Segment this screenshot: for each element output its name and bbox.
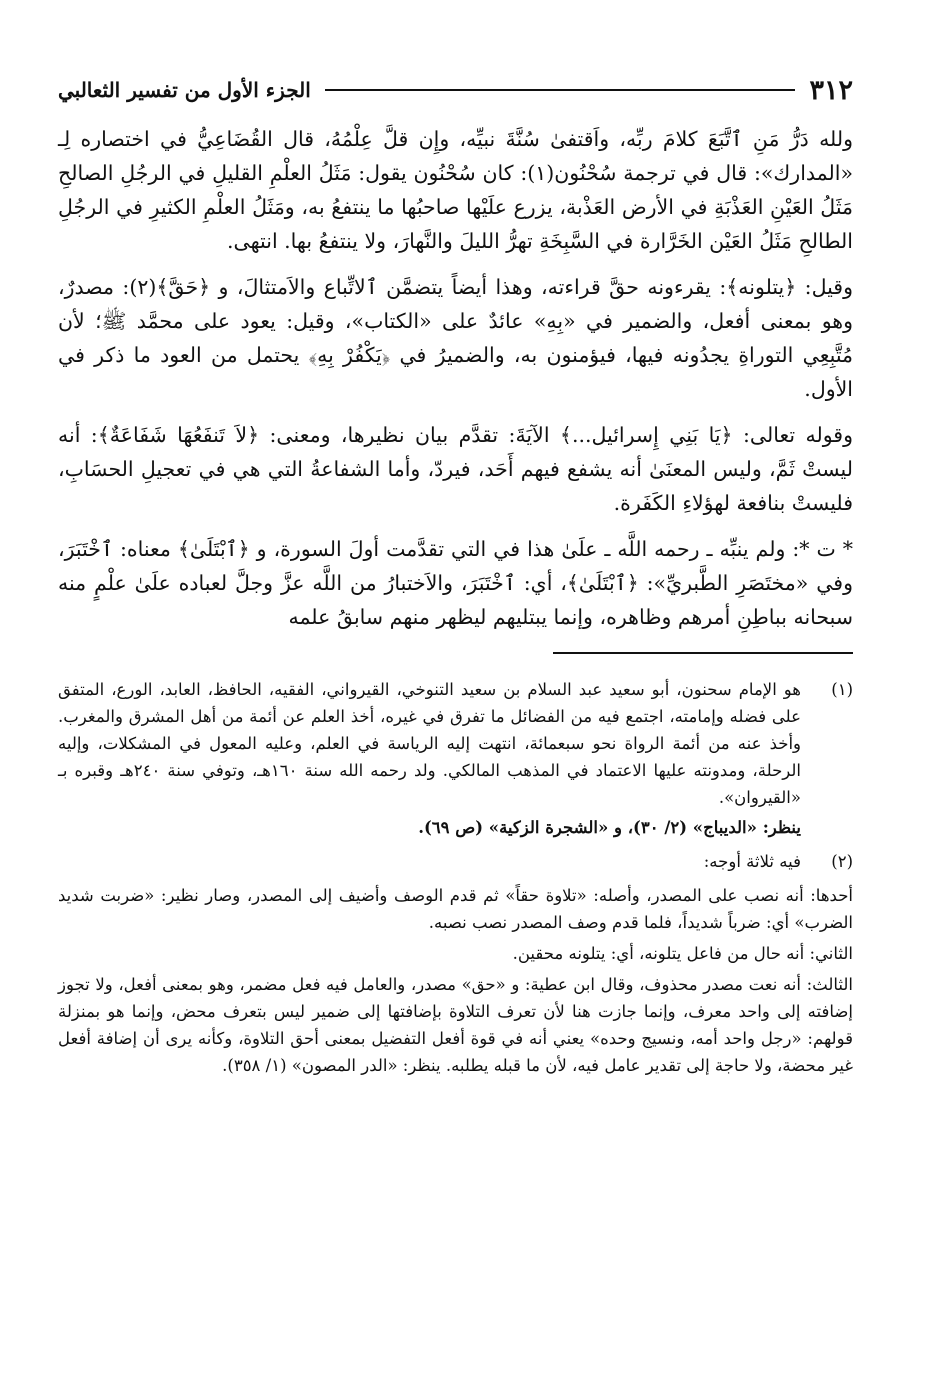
page-number: ٣١٢ (809, 74, 853, 106)
footnote-intro: فيه ثلاثة أوجه: (703, 852, 801, 871)
footnote-separator (553, 652, 853, 654)
running-title: الجزء الأول من تفسير الثعالبي (58, 78, 311, 102)
footnote-source: ينظر: «الديباج» (٢/ ٣٠)، و «الشجرة الزكية» (ص ٦٩). (418, 818, 801, 837)
footnote-1 (58, 676, 853, 844)
footnote-point-second: الثاني: أنه حال من فاعل يتلونه، أي: يتلونه محقين. (512, 944, 853, 963)
footnote-2 (58, 848, 853, 878)
footnotes (58, 676, 853, 1079)
footnote-text: هو الإمام سحنون، أبو سعيد عبد السلام بن سعيد التنوخي، القيرواني، الفقيه، الحافظ، العابد، الورع، المتفق على فضله وإمامته، اجتمع فيه من الفضائل ما تفرق في غيره، أخذ العلم عن أئمة من أهل المشرق والمغرب. وأخذ عنه من أئمة الرواة نحو سبعمائة، انتهت إليه الرياسة في العلم، وعليه المعول في المشكلات، وإليه الرحلة، ومدونته عليها الاعتماد في المذهب المالكي. ولد رحمه الله سنة ١٦٠هـ، وتوفي سنة ٢٤٠هـ وقبره بـ «القيروان». (58, 680, 801, 807)
footnote-point-third: الثالث: أنه نعت مصدر محذوف، وقال ابن عطية: و «حق» مصدر، والعامل فيه فعل مضمر، وهو بمعنى أفعل، ولا تجوز إضافته إلى واحد معرف، وإنما جازت هنا لأن تعرف التلاوة بإضافتها إلى ضمير ليس بتعرف محض، وإنما هو بمنزلة قولهم: «رجل واحد أمه، ونسيج وحده» يعني أنه في قوة أفعل التفضيل بمعنى أحق التلاوة، وكأنه يرى أن إضافة أفعل غير محضة، ولا حاجة إلى تقدير عامل فيه، لأن ما قبله يطلبه. ينظر: «الدر المصون» (١/ ٣٥٨). (58, 975, 853, 1075)
footnote-number: (٢) (831, 852, 853, 871)
paragraph: * ت *: ولم ينبِّه ـ رحمه اللَّه ـ علَىٰ هذا في التي تقدَّمت أولَ السورة، و ﴿ٱبْتَلَىٰ﴾ معناه: ٱخْتَبَرَ، وفي «مختَصَرِ الطَّبريِّ»: ﴿ٱبْتَلَىٰ﴾، أي: ٱخْتَبَرَ، والاَختبارُ من اللَّه عزَّ وجلَّ لعباده علَىٰ علْمٍ منه سبحانه بباطِنِ أمرهم وظاهره، وإنما يبتليهم ليظهر منهم سابقُ علمه (58, 537, 853, 629)
footnote-number: (١) (831, 680, 853, 699)
page-header (58, 72, 853, 108)
paragraph: ولله دَرُّ مَنِ ٱتَّبَعَ كلامَ ربِّه، واَقتفىٰ سُنَّةَ نبيِّه، وإِن قلَّ عِلْمُهُ، قال القُضَاعِيُّ في اختصاره لِـ «المدارك»: قال في ترجمة سُحْنُون(١): كان سُحْنُون يقول: مَثَلُ العلْمِ القليلِ في الرجُلِ الصالحِ مَثَلُ العَيْنِ العَذْبَةِ في الأرض العَذْبة، يزرع علَيْها صاحبُها ما ينتفعُ به، ومَثَلُ العلْمِ الكثيرِ في الرجُلِ الطالحِ مَثَلُ العَيْن الخَرَّارة في السَّبِخَةِ تهرُّ الليلَ والنَّهارَ، ولا ينتفعُ بها. انتهى. (58, 127, 853, 253)
paragraph: وقوله تعالى: ﴿يَا بَنِي إِسرائيل...﴾ الآيَةَ: تقدَّم بيان نظيرها، ومعنى: ﴿لاَ تَنفَعُهَا شَفَاعَةٌ﴾: أنه ليستْ ثَمَّ، وليس المعنَىٰ أنه يشفع فيهم أَحَد، فيردّ، وأما الشفاعةُ التي هي في تعجيلِ الحسَابِ، فليستْ بنافعة لهؤلاءِ الكَفَرة. (58, 423, 853, 515)
paragraph: وقيل: ﴿يتلونه﴾: يقرءونه حقَّ قراءته، وهذا أيضاً يتضمَّن ٱلاتِّباع والاَمتثالَ، و ﴿حَقَّ﴾(٢): مصدرٌ، وهو بمعنى أفعل، والضمير في «بِهِ» عائدٌ على «الكتاب»، وقيل: يعود على محمَّد ﷺ؛ لأن مُتَّبِعِي التوراةِ يجدُونه فيها، فيؤمنون به، والضميرُ في ﴿يَكْفُرْ بِهِ﴾ يحتمل من العود ما ذكر في الأول. (58, 275, 853, 401)
footnote-point-first: أحدها: أنه نصب على المصدر، وأصله: «تلاوة حقاً» ثم قدم الوصف وأضيف إلى المصدر، وصار نظير: «ضربت شديد الضرب» أي: ضرباً شديداً، فلما قدم وصف المصدر نصب نصبه. (58, 886, 853, 932)
main-text (58, 122, 853, 634)
header-rule (325, 89, 796, 91)
